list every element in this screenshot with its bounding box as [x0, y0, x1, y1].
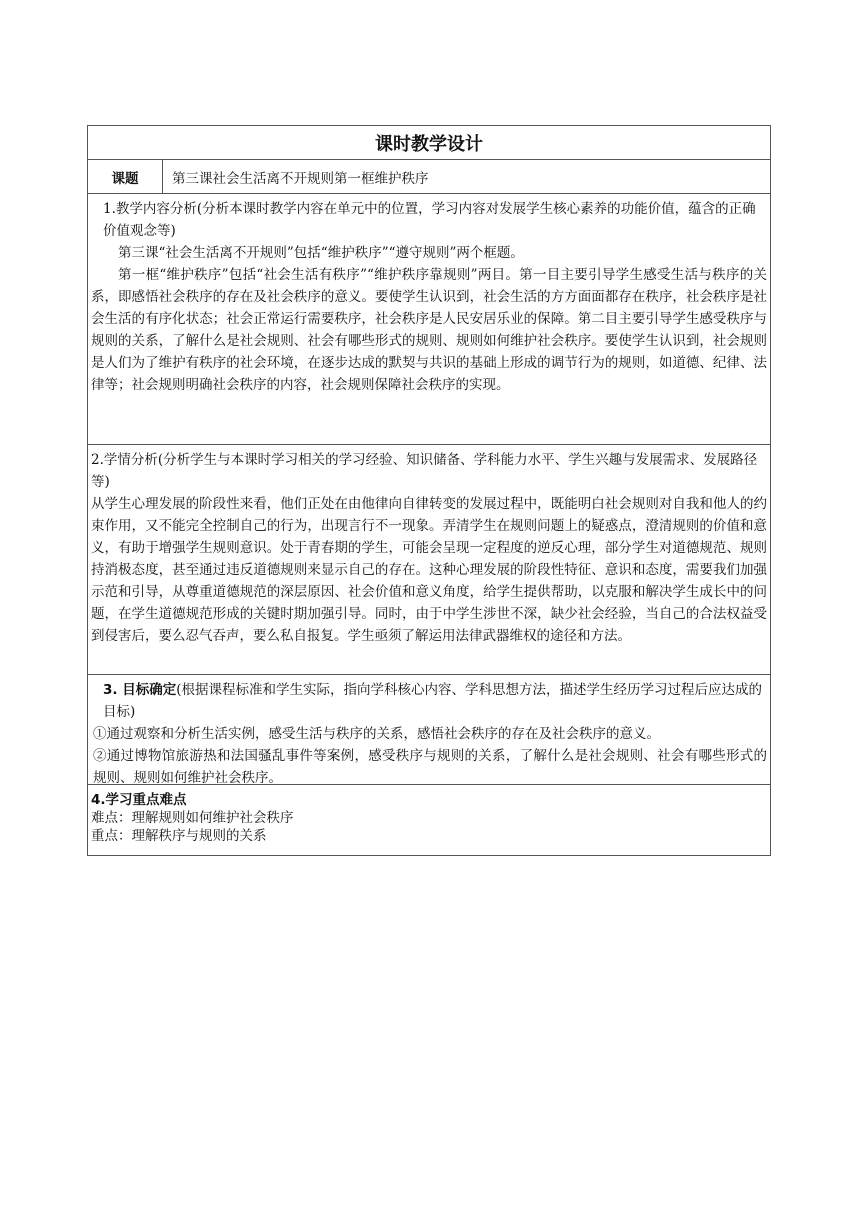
section1-para1: 第三课“社会生活离不开规则”包括“维护秩序”“遵守规则”两个框题。 — [118, 245, 524, 261]
difficult-point: 难点：理解规则如何维护社会秩序 — [91, 810, 294, 826]
section1-para2: 第一框“维护秩序”包括“社会生活有秩序”“维护秩序靠规则”两目。第一目主要引导学生感受生活与秩序的关系，即感悟社会秩序的存在及社会秩序的意义。要使学生认识到，社会生活的方方面面都存在秩序，社会秩序是社会生活的有序化状态；社会正常运行需要秩序，社会秩序是人民安居乐业的保障。第二目主要引导学生感受秩序与规则的关系，了解什么是社会规则、社会有哪些形式的规则、规则如何维护社会秩序。要使学生认识到，社会规则是人们为了维护有秩序的社会环境，在逐步达成的默契与共识的基础上形成的调节行为的规则，如道德、纪律、法律等；社会规则明确社会秩序的内容，社会规则保障社会秩序的实现。 — [91, 267, 767, 393]
topic-row — [88, 159, 770, 193]
table-title: 课时教学设计 — [375, 133, 483, 155]
section-content-analysis — [88, 193, 770, 444]
lesson-design-table — [87, 125, 771, 856]
key-point: 重点：理解秩序与规则的关系 — [91, 828, 267, 844]
section-student-analysis — [88, 444, 770, 674]
section3-heading-bold: 3. 目标确定 — [103, 682, 177, 698]
section1-heading: 1.教学内容分析(分析本课时教学内容在单元中的位置，学习内容对发展学生核心素养的功能价值，蕴含的正确价值观念等) — [103, 201, 756, 239]
section-goals — [88, 674, 770, 784]
goal-item-1: ①通过观察和分析生活实例，感受生活与秩序的关系，感悟社会秩序的存在及社会秩序的意义。 — [93, 726, 660, 742]
topic-value: 第三课社会生活离不开规则第一框维护秩序 — [172, 170, 429, 187]
section3-heading-rest: (根据课程标准和学生实际，指向学科核心内容、学科思想方法，描述学生经历学习过程后应达成的目标) — [103, 682, 762, 720]
section-key-points — [88, 784, 770, 855]
section3-heading — [91, 679, 767, 723]
section4-heading: 4.学习重点难点 — [91, 792, 187, 808]
topic-label: 课题 — [88, 160, 163, 193]
section2-para1: 从学生心理发展的阶段性来看，他们正处在由他律向自律转变的发展过程中，既能明白社会规则对自我和他人的约束作用，又不能完全控制自己的行为，出现言行不一现象。弄清学生在规则问题上的疑惑点，澄清规则的价值和意义，有助于增强学生规则意识。处于青春期的学生，可能会呈现一定程度的逆反心理，部分学生对道德规范、规则持消极态度，甚至通过违反道德规则来显示自己的存在。这种心理发展的阶段性特征、意识和态度，需要我们加强示范和引导，从尊重道德规范的深层原因、社会价值和意义角度，给学生提供帮助，以克服和解决学生成长中的问题，在学生道德规范形成的关键时期加强引导。同时，由于中学生涉世不深，缺少社会经验，当自己的合法权益受到侵害后，要么忍气吞声，要么私自报复。学生亟须了解运用法律武器维权的途径和方法。 — [91, 496, 767, 644]
section2-heading: 2.学情分析(分析学生与本课时学习相关的学习经验、知识储备、学科能力水平、学生兴趣与发展需求、发展路径等) — [91, 452, 758, 490]
goal-item-2: ②通过博物馆旅游热和法国骚乱事件等案例，感受秩序与规则的关系，了解什么是社会规则、社会有哪些形式的规则、规则如何维护社会秩序。 — [93, 748, 767, 786]
